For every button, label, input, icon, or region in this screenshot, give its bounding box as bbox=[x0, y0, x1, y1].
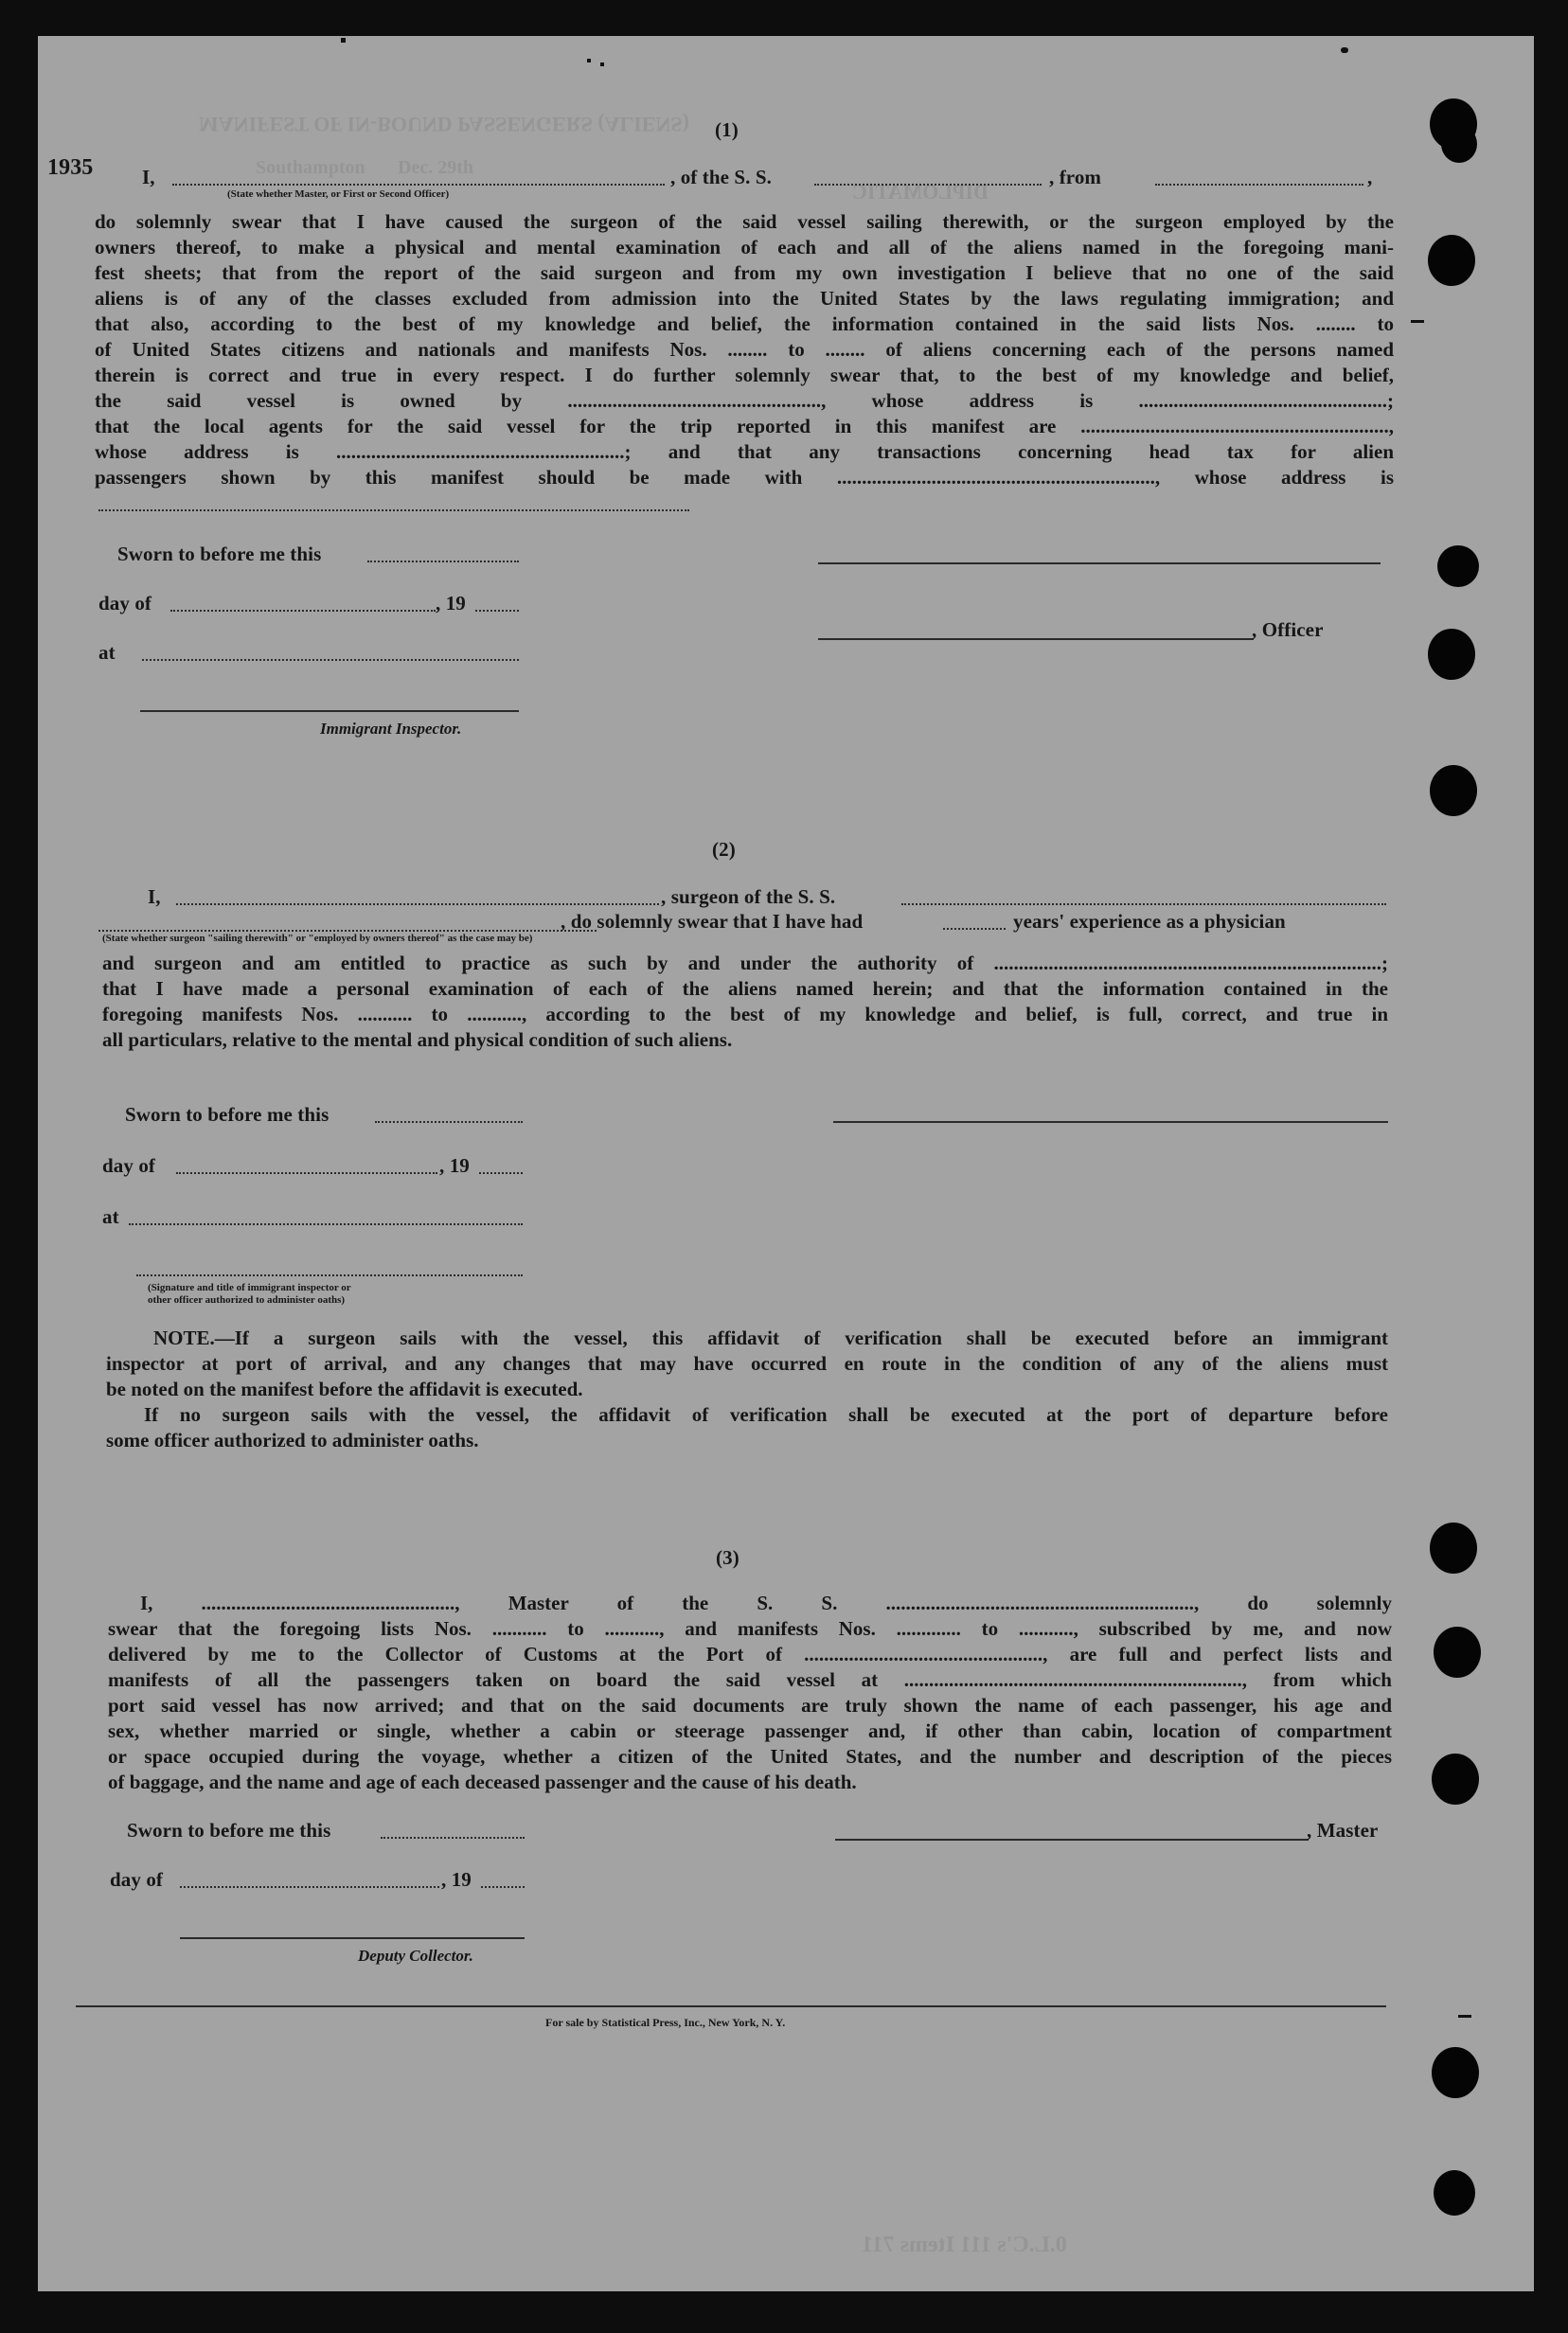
stray-mark bbox=[587, 59, 591, 62]
section1-line: that the local agents for the said vessel for the trip reported in this manifest are .............................................................., bbox=[95, 415, 1394, 437]
signature-note-2: other officer authorized to administer oaths) bbox=[148, 1294, 346, 1306]
immigrant-inspector-label: Immigrant Inspector. bbox=[320, 720, 462, 738]
section3-year: , 19 bbox=[441, 1868, 472, 1891]
section1-line: aliens is of any of the classes excluded from admission into the United States by the laws regulating immigration; and bbox=[95, 287, 1394, 310]
section1-year: , 19 bbox=[436, 592, 466, 614]
stray-mark bbox=[341, 38, 346, 43]
manifest-sheet bbox=[38, 36, 1534, 2291]
section3-day-field[interactable] bbox=[180, 1886, 439, 1888]
stray-mark bbox=[1341, 47, 1348, 53]
punch-hole bbox=[1434, 2170, 1475, 2216]
bleed-through-diplomatic: DIPLOMATIC bbox=[852, 180, 989, 204]
note-line: NOTE.—If a surgeon sails with the vessel, this affidavit of verification shall be executed before an immigrant bbox=[153, 1327, 1388, 1349]
inspector-signature-line[interactable] bbox=[140, 710, 519, 712]
comma: , bbox=[1367, 166, 1373, 188]
note-line: be noted on the manifest before the affidavit is executed. bbox=[106, 1378, 583, 1400]
from-port-field[interactable] bbox=[1155, 184, 1363, 186]
section1-day-field[interactable] bbox=[170, 610, 436, 612]
punch-hole bbox=[1441, 125, 1477, 163]
section2-day-of: day of bbox=[102, 1154, 156, 1177]
section2-line: all particulars, relative to the mental and physical condition of such aliens. bbox=[102, 1028, 733, 1051]
surgeon-swear-label: , do solemnly swear that I have had bbox=[561, 910, 864, 933]
deputy-collector-label: Deputy Collector. bbox=[358, 1947, 473, 1965]
section3-line: or space occupied during the voyage, whether a citizen of the United States, and the number and description of the pieces bbox=[108, 1745, 1392, 1768]
section1-day-of: day of bbox=[98, 592, 152, 614]
years-experience-label: years' experience as a physician bbox=[1013, 910, 1286, 933]
surgeon-name-field[interactable] bbox=[176, 903, 659, 905]
section3-heading: (3) bbox=[716, 1546, 739, 1569]
section1-note: (State whether Master, or First or Second Officer) bbox=[227, 188, 450, 200]
bleed-through-date: Dec. 29th bbox=[398, 157, 473, 178]
section2-lead: I, bbox=[148, 885, 161, 908]
section3-body bbox=[108, 1591, 1392, 1795]
bleed-through-port: Southampton bbox=[256, 157, 365, 178]
of-ss-label: , of the S. S. bbox=[670, 166, 772, 188]
punch-hole bbox=[1430, 765, 1477, 816]
stray-mark bbox=[1411, 320, 1424, 323]
section3-line: delivered by me to the Collector of Customs at the Port of ................................................, are full and perfect lists and bbox=[108, 1643, 1392, 1665]
master-signature-line[interactable] bbox=[835, 1839, 1309, 1841]
section1-sworn: Sworn to before me this bbox=[117, 543, 322, 565]
section2-line: foregoing manifests Nos. ........... to ..........., according to the best of my knowledge and belief, is full, correct, and true in bbox=[102, 1003, 1388, 1025]
officer-signature-line[interactable] bbox=[818, 638, 1254, 640]
officer-name-field[interactable] bbox=[172, 184, 665, 186]
section1-line: of United States citizens and nationals and manifests Nos. ........ to ........ of aliens concerning each of the persons named bbox=[95, 338, 1394, 361]
section2-line: that I have made a personal examination of each of the aliens named herein; and that the information contained in the bbox=[102, 977, 1388, 1000]
section1-line: owners thereof, to make a physical and mental examination of each and all of the aliens named in the foregoing mani- bbox=[95, 236, 1394, 258]
section2-sworn: Sworn to before me this bbox=[125, 1103, 330, 1126]
section2-at: at bbox=[102, 1205, 119, 1228]
section3-line: manifests of all the passengers taken on board the said vessel at ...................................................................., from which bbox=[108, 1668, 1392, 1691]
section3-day-of: day of bbox=[110, 1868, 164, 1891]
section2-witness-field[interactable] bbox=[136, 1274, 523, 1276]
section1-heading: (1) bbox=[715, 118, 739, 141]
section2-year: , 19 bbox=[439, 1154, 470, 1177]
section2-note-block bbox=[106, 1326, 1388, 1453]
from-label: , from bbox=[1049, 166, 1102, 188]
punch-hole bbox=[1437, 545, 1479, 587]
section2-year-field[interactable] bbox=[479, 1172, 523, 1174]
section3-line: I, ..................................................., Master of the S. S. .............................................................., do solemnly bbox=[140, 1592, 1392, 1614]
section3-line: port said vessel has now arrived; and that on the said documents are truly shown the name of each passenger, his age and bbox=[108, 1694, 1392, 1717]
section1-sworn-field[interactable] bbox=[367, 561, 519, 562]
punch-hole bbox=[1432, 2047, 1479, 2098]
section1-at: at bbox=[98, 641, 116, 664]
section3-line: swear that the foregoing lists Nos. ........... to ..........., and manifests Nos. ............. to ..........., subscribed by me, and now bbox=[108, 1617, 1392, 1640]
footer-rule bbox=[76, 2005, 1386, 2007]
punch-hole bbox=[1430, 1523, 1477, 1574]
section1-body bbox=[95, 209, 1394, 490]
punch-hole bbox=[1432, 1754, 1479, 1805]
master-label: , Master bbox=[1307, 1819, 1379, 1842]
section3-sworn: Sworn to before me this bbox=[127, 1819, 331, 1842]
section1-at-field[interactable] bbox=[142, 659, 519, 661]
surgeon-of-label: , surgeon of the S. S. bbox=[661, 885, 836, 908]
punch-hole bbox=[1434, 1627, 1481, 1678]
section1-line: whose address is ..........................................................; and that any transactions concerning head tax for alien bbox=[95, 440, 1394, 463]
section2-at-field[interactable] bbox=[129, 1223, 523, 1225]
section1-lead: I, bbox=[142, 166, 155, 188]
section2-note: (State whether surgeon "sailing therewith" or "employed by owners thereof" as the case may be) bbox=[102, 933, 533, 944]
section1-line: do solemnly swear that I have caused the surgeon of the said vessel sailing therewith, or the surgeon employed by the bbox=[95, 210, 1394, 233]
section2-day-field[interactable] bbox=[176, 1172, 437, 1174]
section1-year-field[interactable] bbox=[475, 610, 519, 612]
section1-line: that also, according to the best of my knowledge and belief, the information contained in the said lists Nos. ........ to bbox=[95, 312, 1394, 335]
punch-hole bbox=[1428, 629, 1475, 680]
bleed-through-title: MANIFEST OF IN-BOUND PASSENGERS (ALIENS) bbox=[199, 113, 689, 136]
note-line: some officer authorized to administer oaths. bbox=[106, 1429, 479, 1451]
signature-note-1: (Signature and title of immigrant inspector or bbox=[148, 1282, 351, 1293]
section1-line: fest sheets; that from the report of the said surgeon and from my own investigation I believe that no one of the said bbox=[95, 261, 1394, 284]
note-line: If no surgeon sails with the vessel, the affidavit of verification shall be executed at the port of departure before bbox=[144, 1403, 1388, 1426]
printer-credit: For sale by Statistical Press, Inc., New York, N. Y. bbox=[545, 2016, 786, 2029]
section3-year-field[interactable] bbox=[481, 1886, 525, 1888]
punch-hole bbox=[1428, 235, 1475, 286]
section2-heading: (2) bbox=[712, 838, 736, 861]
address-continuation-field[interactable] bbox=[98, 509, 689, 511]
section3-line: of baggage, and the name and age of each deceased passenger and the cause of his death. bbox=[108, 1771, 857, 1793]
vessel-name-field[interactable] bbox=[814, 184, 1042, 186]
surgeon-type-field[interactable] bbox=[98, 930, 597, 932]
stray-mark bbox=[600, 62, 604, 66]
bleed-through-footer: 0.L.C's 111 Items 711 bbox=[862, 2233, 1067, 2257]
section1-line: passengers shown by this manifest should be made with ................................................................, whose address is bbox=[95, 466, 1394, 489]
stray-mark bbox=[1458, 2015, 1471, 2018]
section3-sworn-field[interactable] bbox=[381, 1837, 525, 1839]
handwritten-number: 1935 bbox=[47, 155, 94, 180]
officer-label: , Officer bbox=[1252, 618, 1324, 641]
section2-line: and surgeon and am entitled to practice as such by and under the authority of ..............................................................................; bbox=[102, 952, 1388, 974]
section3-line: sex, whether married or single, whether a cabin or steerage passenger and, if other than cabin, location of compartment bbox=[108, 1719, 1392, 1742]
note-line: inspector at port of arrival, and any changes that may have occurred en route in the condition of any of the aliens must bbox=[106, 1352, 1388, 1375]
section2-body bbox=[102, 951, 1388, 1053]
section2-sworn-field[interactable] bbox=[375, 1121, 523, 1123]
section1-line: the said vessel is owned by ..................................................., whose address is ..................................................; bbox=[95, 389, 1394, 412]
section1-signature-line[interactable] bbox=[818, 562, 1381, 564]
deputy-signature-line[interactable] bbox=[180, 1937, 525, 1939]
surgeon-vessel-field[interactable] bbox=[901, 903, 1386, 905]
surgeon-signature-line[interactable] bbox=[833, 1121, 1388, 1123]
years-field[interactable] bbox=[943, 928, 1006, 930]
section1-line: therein is correct and true in every respect. I do further solemnly swear that, to the best of my knowledge and belief, bbox=[95, 364, 1394, 386]
